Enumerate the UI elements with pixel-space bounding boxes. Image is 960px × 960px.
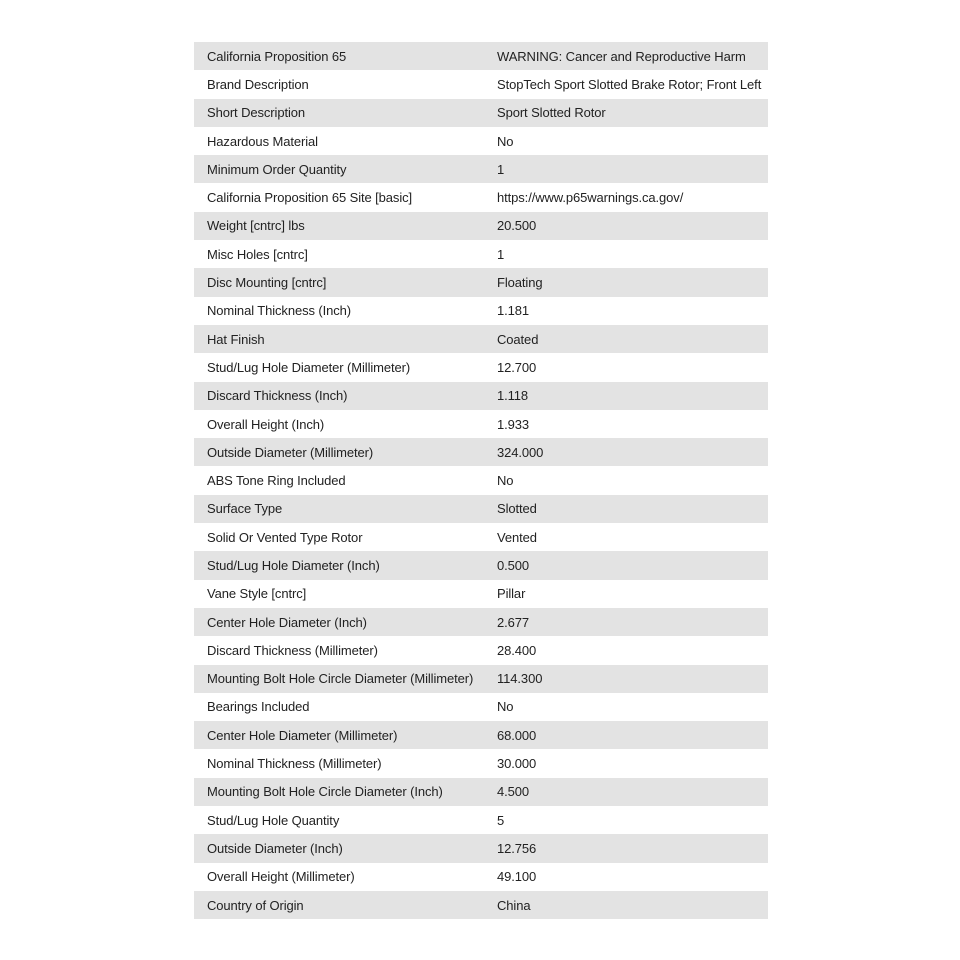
table-row <box>194 636 768 664</box>
spec-label: Vane Style [cntrc] <box>207 586 307 602</box>
spec-value: 4.500 <box>497 784 530 800</box>
spec-label: ABS Tone Ring Included <box>207 473 346 489</box>
spec-value: No <box>497 473 514 489</box>
spec-label: Misc Holes [cntrc] <box>207 246 308 262</box>
spec-label: Country of Origin <box>207 897 304 913</box>
table-row <box>194 240 768 268</box>
table-row <box>194 693 768 721</box>
table-row <box>194 495 768 523</box>
spec-label: Solid Or Vented Type Rotor <box>207 529 363 545</box>
spec-label: Short Description <box>207 105 306 121</box>
spec-value: 12.700 <box>497 359 537 375</box>
spec-label: Stud/Lug Hole Quantity <box>207 812 340 828</box>
spec-value: 0.500 <box>497 557 530 573</box>
table-row <box>194 382 768 410</box>
spec-value: 20.500 <box>497 218 537 234</box>
spec-label: Stud/Lug Hole Diameter (Millimeter) <box>207 359 411 375</box>
spec-value: StopTech Sport Slotted Brake Rotor; Front Left <box>497 76 762 92</box>
table-row <box>194 42 768 70</box>
spec-value: 49.100 <box>497 869 537 885</box>
spec-value: 324.000 <box>497 444 544 460</box>
spec-value: 1 <box>497 161 505 177</box>
spec-label: California Proposition 65 <box>207 48 347 64</box>
spec-label: Surface Type <box>207 501 283 517</box>
table-row <box>194 608 768 636</box>
table-row <box>194 127 768 155</box>
table-row <box>194 466 768 494</box>
spec-label: Overall Height (Millimeter) <box>207 869 355 885</box>
spec-value: 28.400 <box>497 642 537 658</box>
spec-label: Center Hole Diameter (Inch) <box>207 614 367 630</box>
spec-label: Nominal Thickness (Millimeter) <box>207 756 382 772</box>
spec-label: Mounting Bolt Hole Circle Diameter (Inch) <box>207 784 443 800</box>
spec-value: Coated <box>497 331 539 347</box>
spec-value: 1.933 <box>497 416 530 432</box>
table-row <box>194 183 768 211</box>
spec-value: 114.300 <box>497 671 543 687</box>
table-row <box>194 834 768 862</box>
table-row <box>194 410 768 438</box>
spec-value: 1 <box>497 246 505 262</box>
spec-label: Outside Diameter (Millimeter) <box>207 444 374 460</box>
spec-label: Mounting Bolt Hole Circle Diameter (Millimeter) <box>207 671 474 687</box>
spec-value: 68.000 <box>497 727 537 743</box>
spec-label: Nominal Thickness (Inch) <box>207 303 352 319</box>
table-row <box>194 325 768 353</box>
spec-value: 1.181 <box>497 303 530 319</box>
spec-label: Disc Mounting [cntrc] <box>207 275 327 291</box>
spec-value: Floating <box>497 275 543 291</box>
spec-label: California Proposition 65 Site [basic] <box>207 190 413 206</box>
table-row <box>194 891 768 919</box>
spec-value: https://www.p65warnings.ca.gov/ <box>497 190 684 206</box>
spec-value: 5 <box>497 812 505 828</box>
spec-value: Pillar <box>497 586 526 602</box>
spec-label: Hazardous Material <box>207 133 318 149</box>
spec-label: Minimum Order Quantity <box>207 161 347 177</box>
table-row <box>194 99 768 127</box>
spec-value: 1.118 <box>497 388 529 404</box>
spec-label: Hat Finish <box>207 331 265 347</box>
spec-value: Sport Slotted Rotor <box>497 105 606 121</box>
spec-label: Brand Description <box>207 76 309 92</box>
spec-label: Weight [cntrc] lbs <box>207 218 305 234</box>
spec-table-body <box>194 42 768 919</box>
spec-label: Discard Thickness (Millimeter) <box>207 642 378 658</box>
spec-label: Outside Diameter (Inch) <box>207 840 343 856</box>
spec-label: Bearings Included <box>207 699 310 715</box>
table-row <box>194 438 768 466</box>
table-row <box>194 580 768 608</box>
spec-value: WARNING: Cancer and Reproductive Harm <box>497 48 746 64</box>
spec-label: Stud/Lug Hole Diameter (Inch) <box>207 557 380 573</box>
spec-value: No <box>497 699 514 715</box>
spec-label: Center Hole Diameter (Millimeter) <box>207 727 398 743</box>
spec-value: Vented <box>497 529 537 545</box>
spec-value: Slotted <box>497 501 537 517</box>
table-row <box>194 665 768 693</box>
spec-value: 2.677 <box>497 614 530 630</box>
table-row <box>194 523 768 551</box>
table-row <box>194 70 768 98</box>
spec-value: 30.000 <box>497 756 537 772</box>
table-row <box>194 551 768 579</box>
spec-label: Discard Thickness (Inch) <box>207 388 348 404</box>
table-row <box>194 806 768 834</box>
table-row <box>194 155 768 183</box>
spec-label: Overall Height (Inch) <box>207 416 325 432</box>
spec-table <box>194 42 768 919</box>
table-row <box>194 721 768 749</box>
table-row <box>194 297 768 325</box>
table-row <box>194 778 768 806</box>
table-row <box>194 212 768 240</box>
table-row <box>194 268 768 296</box>
spec-value: China <box>497 897 531 913</box>
table-row <box>194 863 768 891</box>
table-row <box>194 749 768 777</box>
spec-value: No <box>497 133 514 149</box>
table-row <box>194 353 768 381</box>
spec-value: 12.756 <box>497 840 537 856</box>
